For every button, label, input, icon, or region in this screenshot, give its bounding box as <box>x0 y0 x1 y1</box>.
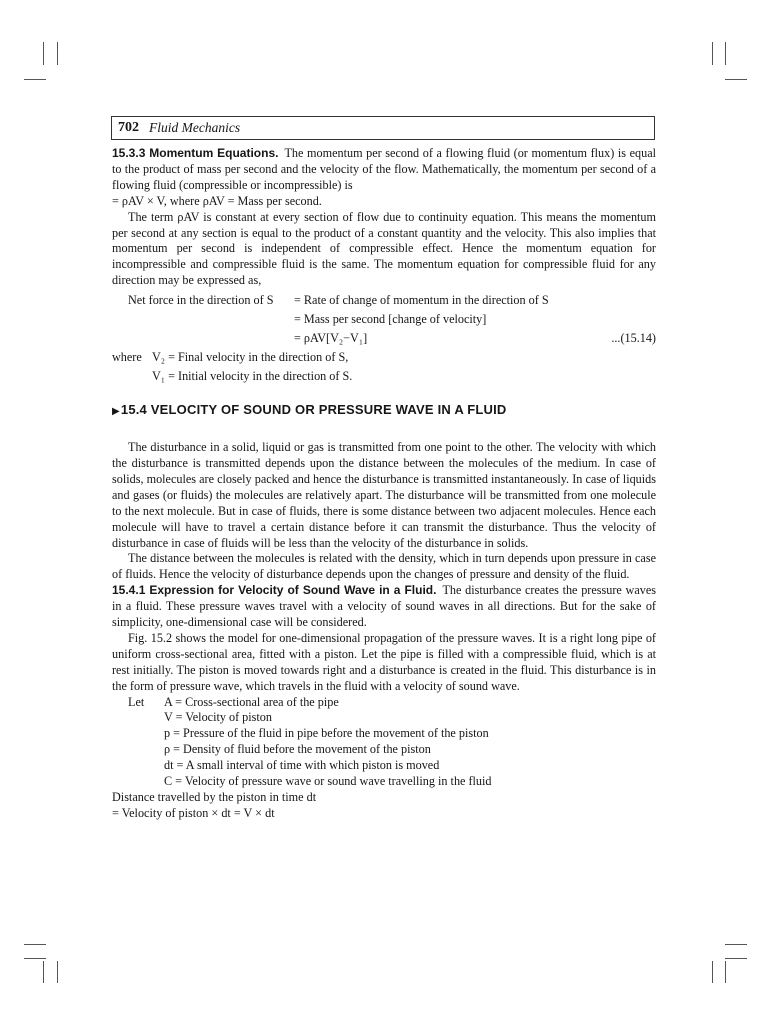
equation-row-15-14 <box>112 331 656 350</box>
running-header <box>111 116 655 140</box>
definition-row-time <box>128 758 656 774</box>
subsection-heading-15-4-1: 15.4.1 Expression for Velocity of Sound Wave in a Fluid. <box>112 583 437 598</box>
definition-area: A = Cross-sectional area of the pipe <box>164 694 339 709</box>
definition-row-wave-velocity <box>128 774 656 790</box>
triangle-bullet-icon: ▶ <box>112 406 120 418</box>
crop-mark-tl-h <box>24 79 46 80</box>
definition-pressure: p = Pressure of the fluid in pipe before the movement of the piston <box>164 726 489 741</box>
crop-mark-br-h1 <box>725 944 747 945</box>
equation-rhs-2: = Mass per second [change of velocity] <box>294 312 487 327</box>
where-label: where <box>112 350 142 365</box>
crop-mark-bl-h2 <box>24 958 46 959</box>
momentum-paragraph-2: The term ρAV is constant at every section of flow due to continuity equation. This means the momentum per second at any section is equal to the product of a constant quantity and the velocity. This also implies that momentum per second is independent of compressible effect. Hence the momentum equation for incompressible and compressible fluid is the same. The momentum equation for compressible fluid for any direction may be expressed as, <box>112 209 656 288</box>
crop-mark-bl-h1 <box>24 944 46 945</box>
crop-mark-bl-v1 <box>43 961 44 983</box>
where-row-1 <box>112 350 656 369</box>
sound-paragraph-2: The distance between the molecules is related with the density, which in turn depends upon pressure in case of fluids. Hence the velocity of disturbance depends upon the changes of pressure and density of the fluid. <box>112 551 656 582</box>
let-label: Let <box>128 694 145 709</box>
equation-number: ...(15.14) <box>611 331 656 346</box>
crop-mark-tr-v1 <box>712 42 713 65</box>
crop-mark-br-v1 <box>712 961 713 983</box>
crop-mark-br-h2 <box>725 958 747 959</box>
equation-rhs-3: = ρAV[V₂−V₁] <box>294 331 368 346</box>
momentum-text-1: The momentum per second of a flowing fluid (or momentum flux) is equal to the product of mass per second and the velocity of the flow. Mathematically, the momentum per second of a flowing fluid (compressible or incompressible) is <box>112 146 656 192</box>
crop-mark-tl-v2 <box>57 42 58 65</box>
definition-wave-velocity: C = Velocity of pressure wave or sound wave travelling in the fluid <box>164 774 492 789</box>
book-title: Fluid Mechanics <box>149 120 241 135</box>
equation-rhs-1: = Rate of change of momentum in the direction of S <box>294 293 549 308</box>
momentum-equation-1: = ρAV × V, where ρAV = Mass per second. <box>112 193 322 208</box>
expression-paragraph-1 <box>112 583 656 631</box>
section-heading-15-4 <box>112 402 656 420</box>
crop-mark-tl-v1 <box>43 42 44 65</box>
crop-mark-tr-h <box>725 79 747 80</box>
definition-row-area <box>128 695 656 711</box>
definition-time: dt = A small interval of time with which piston is moved <box>164 758 440 773</box>
expression-paragraph-2: Fig. 15.2 shows the model for one-dimensional propagation of the pressure waves. It is a right long pipe of uniform cross-sectional area, fitted with a piston. Let the pipe is filled with a compressible fluid, which is at rest initially. The piston is moved towards right and a disturbance is created in the fluid. This disturbance is in the form of pressure wave, which travels in the fluid with a velocity of sound wave. <box>112 630 656 693</box>
equation-row-net-force <box>112 293 656 312</box>
page-body <box>112 146 656 822</box>
crop-mark-tr-v2 <box>725 42 726 65</box>
crop-mark-bl-v2 <box>57 961 58 983</box>
section-heading-text: 15.4 VELOCITY OF SOUND OR PRESSURE WAVE IN A FLUID <box>120 402 507 418</box>
definition-row-pressure <box>128 726 656 742</box>
definition-row-velocity <box>128 710 656 726</box>
momentum-paragraph-1 <box>112 146 656 194</box>
definition-velocity: V = Velocity of piston <box>164 710 272 725</box>
equation-lhs: Net force in the direction of S <box>128 293 274 308</box>
distance-equation: = Velocity of piston × dt = V × dt <box>112 805 275 820</box>
definition-density: ρ = Density of fluid before the movement of the piston <box>164 742 431 757</box>
definition-row-density <box>128 742 656 758</box>
crop-mark-br-v2 <box>725 961 726 983</box>
where-definition-v2: V₂ = Final velocity in the direction of S, <box>152 350 349 365</box>
distance-line: Distance travelled by the piston in time dt <box>112 789 317 804</box>
where-definition-v1: V₁ = Initial velocity in the direction of S. <box>152 369 353 384</box>
equation-row-mass-per-second <box>112 312 656 331</box>
sound-paragraph-1: The disturbance in a solid, liquid or gas is transmitted from one point to the other. The velocity with which the disturbance is transmitted depends upon the distance between the molecules of the medium. In case of solids, molecules are closely packed and hence the disturbance is transmitted instantaneously. In case of liquids and gases (or fluids) the molecules are relatively apart. The disturbance will be transmitted from one molecule to the next molecule. But in case of fluids, there is some distance between two adjacent molecules. Hence each molecule will have to travel a certain distance before it can transmit the disturbance. Thus the velocity of disturbance in case of fluids will be less than the velocity of the disturbance in solids. <box>112 440 656 550</box>
page-number: 702 <box>118 120 139 135</box>
subsection-heading-15-3-3: 15.3.3 Momentum Equations. <box>112 146 279 160</box>
expression-text-1: The disturbance creates the pressure waves in a fluid. These pressure waves travel with a velocity of sound waves in all directions. But for the sake of simplicity, one-dimensional case will be considered. <box>112 583 656 630</box>
where-row-2 <box>112 369 656 388</box>
